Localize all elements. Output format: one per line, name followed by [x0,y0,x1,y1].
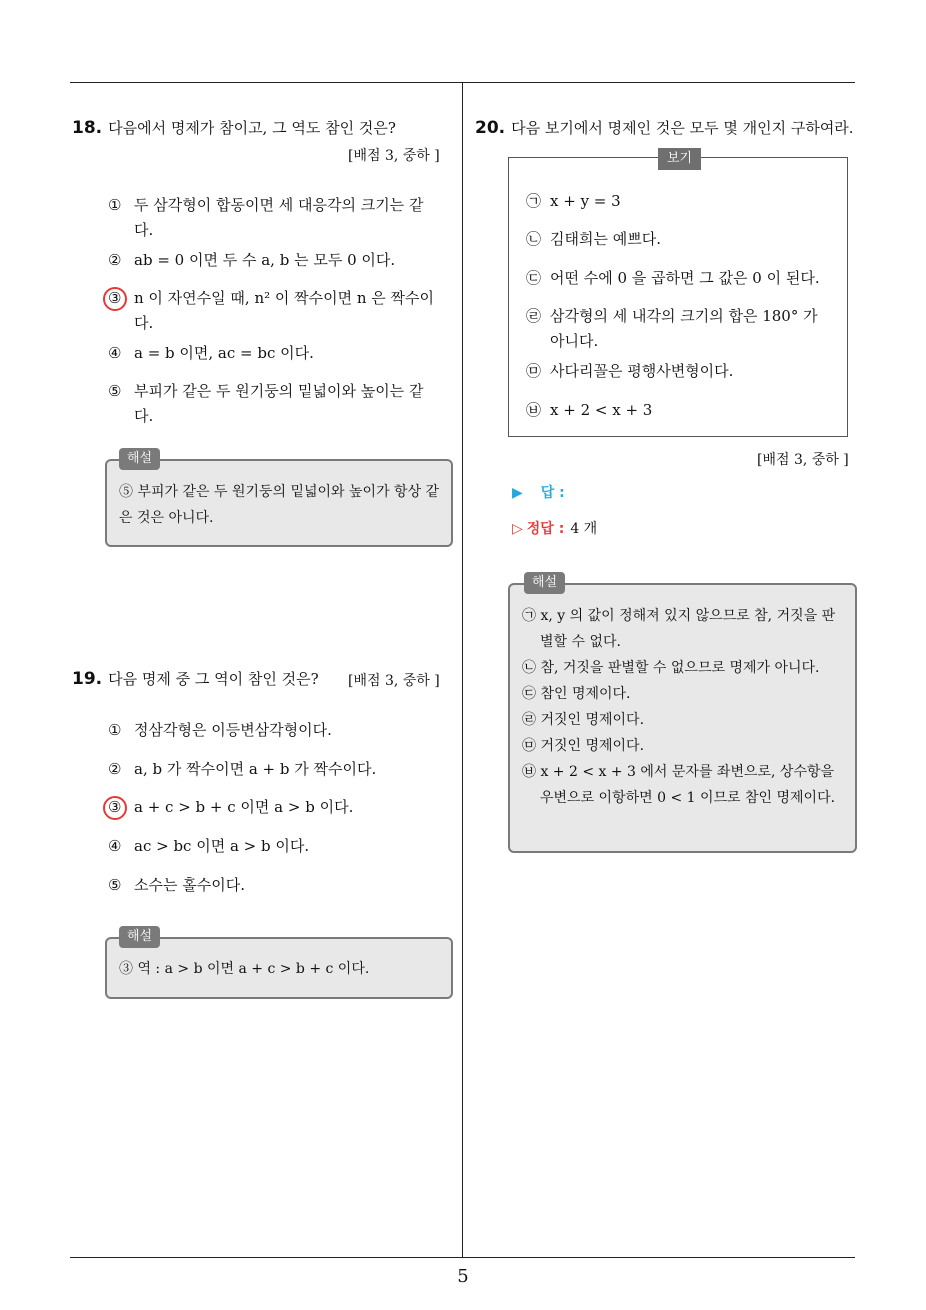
option-mark: ① [108,721,122,739]
question-20-score: [배점 3, 중하 ] [757,452,849,468]
bottom-rule [70,1257,855,1258]
q18-option-4[interactable] [108,341,438,366]
item-text: x + y = 3 [550,192,621,210]
explanation-line-4: ㉣ 거짓인 명제이다. [522,712,645,728]
item-mark: ㉢ [526,269,542,287]
option-mark: ② [108,251,122,269]
option-text: 두 삼각형이 합동이면 세 대응각의 크기는 같다. [134,196,424,239]
option-mark: ⑤ [108,382,122,400]
item-text: 어떤 수에 0 을 곱하면 그 값은 0 이 된다. [550,269,820,287]
play-triangle-icon: ▶ [512,485,523,501]
item-mark: ㉥ [526,401,542,419]
item-text: 삼각형의 세 내각의 크기의 합은 180° 가 아니다. [550,307,818,350]
correct-answer-value: 4 개 [570,521,598,537]
option-text: 부피가 같은 두 원기둥의 밑넓이와 높이는 같다. [134,382,424,425]
q18-option-5[interactable] [108,379,438,429]
column-divider [462,82,463,1258]
bogi-tag: 보기 [658,148,701,170]
q19-option-4[interactable] [108,834,438,859]
explanation-text [522,603,846,811]
question-19-score: [배점 3, 중하 ] [348,673,440,689]
q19-option-5[interactable] [108,873,438,898]
item-mark: ㉡ [526,230,542,248]
bogi-item-3 [526,266,836,291]
bogi-item-2 [526,227,836,252]
question-number: 19. [72,669,103,689]
question-text: 다음 명제 중 그 역이 참인 것은? [108,670,319,688]
explanation-line-1: ㉠ x, y 의 값이 정해져 있지 않으므로 참, 거짓을 판별할 수 없다. [522,608,836,650]
option-mark: ④ [108,837,122,855]
option-text: ac > bc 이면 a > b 이다. [134,837,310,855]
item-text: 사다리꼴은 평행사변형이다. [550,362,734,380]
option-mark: ⑤ [108,876,122,894]
option-mark: ③ [108,289,122,307]
option-mark: ③ [108,798,122,816]
option-text: 소수는 홀수이다. [134,876,245,894]
question-text: 다음 보기에서 명제인 것은 모두 몇 개인지 구하여라. [511,119,854,137]
outline-triangle-icon: ▷ [512,521,523,537]
question-number: 20. [475,118,506,138]
answer-label: 답 : [540,485,565,501]
q18-option-1[interactable] [108,193,438,243]
option-text: ab = 0 이면 두 수 a, b 는 모두 0 이다. [134,251,396,269]
q20-explanation-box [508,583,857,853]
option-text: a + c > b + c 이면 a > b 이다. [134,798,354,816]
item-text: 김태희는 예쁘다. [550,230,661,248]
option-mark: ② [108,760,122,778]
question-text: 다음에서 명제가 참이고, 그 역도 참인 것은? [108,119,396,137]
option-text: n 이 자연수일 때, n² 이 짝수이면 n 은 짝수이다. [134,289,435,332]
page-number: 5 [457,1266,469,1287]
q19-option-2[interactable] [108,757,438,782]
explanation-line-5: ㉤ 거짓인 명제이다. [522,738,645,754]
question-18-score: [배점 3, 중하 ] [348,148,440,164]
option-mark: ① [108,196,122,214]
q19-option-3[interactable] [108,795,438,820]
explanation-tag: 해설 [119,926,160,948]
bogi-item-6 [526,398,836,423]
bogi-item-5 [526,359,836,384]
option-text: a, b 가 짝수이면 a + b 가 짝수이다. [134,760,377,778]
question-20-title [475,118,854,138]
correct-answer-label: 정답 : [526,521,565,537]
q18-option-3[interactable] [108,286,438,336]
question-19-title [72,669,319,689]
bogi-item-1 [526,189,836,214]
explanation-tag: 해설 [524,572,565,594]
explanation-line-3: ㉢ 참인 명제이다. [522,686,631,702]
q18-option-2[interactable] [108,248,438,273]
explanation-text: ③ 역 : a > b 이면 a + c > b + c 이다. [119,961,370,977]
option-text: a = b 이면, ac = bc 이다. [134,344,314,362]
bogi-item-4 [526,304,836,354]
item-mark: ㉣ [526,307,542,325]
explanation-text: ⑤ 부피가 같은 두 원기둥의 밑넓이와 높이가 항상 같은 것은 아니다. [119,484,440,526]
question-18-title [72,118,396,138]
q18-explanation-box [105,459,453,547]
explanation-tag: 해설 [119,448,160,470]
explanation-line-6: ㉥ x + 2 < x + 3 에서 문자를 좌변으로, 상수항을 우변으로 이항하면 0 < 1 이므로 참인 명제이다. [522,764,836,806]
explanation-line-2: ㉡ 참, 거짓을 판별할 수 없으므로 명제가 아니다. [522,660,820,676]
item-text: x + 2 < x + 3 [550,401,653,419]
q19-option-1[interactable] [108,718,438,743]
option-mark: ④ [108,344,122,362]
correct-answer-row [512,518,597,540]
item-mark: ㉤ [526,362,542,380]
item-mark: ㉠ [526,192,542,210]
answer-row[interactable] [512,482,565,504]
option-text: 정삼각형은 이등변삼각형이다. [134,721,332,739]
question-number: 18. [72,118,103,138]
